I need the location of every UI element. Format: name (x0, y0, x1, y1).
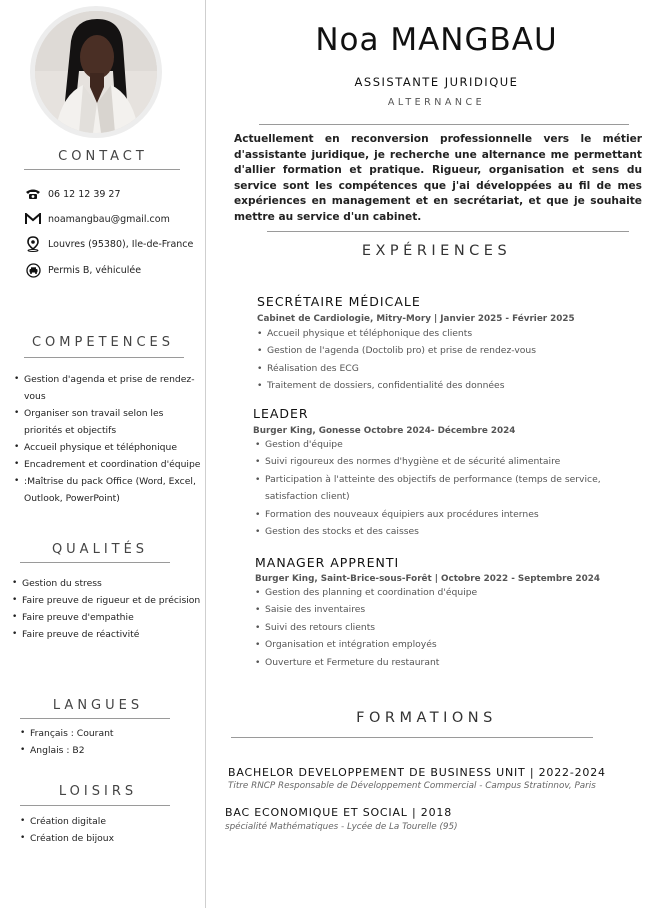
list-item: • Accueil physique et téléphonique des clients (257, 325, 617, 342)
location-text: Louvres (95380), Ile-de-France (48, 238, 194, 250)
job-title: MANAGER APPRENTI (255, 555, 400, 570)
contact-phone (24, 187, 121, 201)
skills-list (14, 371, 202, 507)
phone-number[interactable]: 06 12 12 39 27 (48, 188, 121, 200)
job-company: Cabinet de Cardiologie, Mitry-Mory | Janvier 2025 - Février 2025 (257, 314, 575, 324)
list-item: • Gestion d'équipe (255, 436, 605, 453)
job-title: SECRÉTAIRE MÉDICALE (257, 294, 421, 309)
contact-location (24, 237, 193, 251)
car-icon (24, 263, 42, 277)
list-item: • Suivi des retours clients (255, 619, 615, 636)
contact-email (24, 212, 170, 226)
list-item: • Gestion du stress (12, 575, 204, 592)
list-item: • Accueil physique et téléphonique (14, 439, 202, 456)
divider (20, 562, 170, 563)
list-item: • Saisie des inventaires (255, 601, 615, 618)
job-tasks (255, 436, 605, 540)
list-item: • Réalisation des ECG (257, 360, 617, 377)
qualities-list (12, 575, 204, 643)
list-item: • Ouverture et Fermeture du restaurant (255, 654, 615, 671)
divider (20, 805, 170, 806)
list-item: • Faire preuve de rigueur et de précision (12, 592, 204, 609)
divider (24, 357, 184, 358)
phone-icon (24, 187, 42, 201)
divider (24, 169, 180, 170)
job-tasks (255, 584, 615, 671)
job-company: Burger King, Gonesse Octobre 2024- Décembre 2024 (253, 426, 516, 436)
list-item: • Gestion des planning et coordination d'équipe (255, 584, 615, 601)
skills-heading: COMPETENCES (31, 335, 174, 350)
list-item: • :Maîtrise du pack Office (Word, Excel, Outlook, PowerPoint) (14, 473, 202, 507)
list-item: • Anglais : B2 (20, 742, 200, 759)
list-item: • Participation à l'atteinte des objectifs de performance (temps de service, satisfaction client) (255, 471, 605, 506)
list-item: • Faire preuve de réactivité (12, 626, 204, 643)
hobbies-heading: LOISIRS (58, 784, 138, 799)
profile-photo (35, 11, 157, 133)
list-item: • Encadrement et coordination d'équipe (14, 456, 202, 473)
divider (231, 737, 593, 738)
divider (267, 231, 629, 232)
experiences-heading: EXPÉRIENCES (361, 243, 512, 259)
contact-heading: CONTACT (58, 149, 148, 164)
languages-heading: LANGUES (52, 698, 144, 713)
qualities-heading: QUALITÉS (51, 542, 149, 557)
job-tasks (257, 325, 617, 395)
list-item: • Formation des nouveaux équipiers aux procédures internes (255, 506, 605, 523)
profile-summary: Actuellement en reconversion professionnelle vers le métier d'assistante juridique, je recherche une alternance me permettant d'allier formation et pratique. Rigueur, organisation et sens du service sont les compétences que j'ai développées au fil de mes expériences en management et en secrétariat, et que je souhaite mettre au service d'un cabinet. (234, 133, 642, 223)
avatar (30, 6, 162, 138)
job-target-title: ASSISTANTE JURIDIQUE (354, 75, 519, 89)
gmail-icon (24, 212, 42, 226)
sidebar (0, 0, 206, 908)
education-title: BACHELOR DEVELOPPEMENT DE BUSINESS UNIT | 2022-2024 (228, 766, 606, 779)
list-item: • Création de bijoux (20, 830, 200, 847)
main-content (207, 0, 666, 908)
education-heading: FORMATIONS (356, 710, 497, 726)
list-item: • Gestion des stocks et des caisses (255, 523, 605, 540)
contract-type: ALTERNANCE (387, 97, 486, 108)
list-item: • Traitement de dossiers, confidentialité des données (257, 377, 617, 394)
license-text: Permis B, véhiculée (48, 264, 142, 276)
list-item: • Français : Courant (20, 725, 200, 742)
languages-list (20, 725, 200, 759)
job-title: LEADER (253, 406, 309, 421)
list-item: • Création digitale (20, 813, 200, 830)
list-item: • Gestion de l'agenda (Doctolib pro) et prise de rendez-vous (257, 342, 617, 359)
education-title: BAC ECONOMIQUE ET SOCIAL | 2018 (225, 806, 452, 819)
email-address[interactable]: noamangbau@gmail.com (48, 213, 170, 225)
list-item: • Suivi rigoureux des normes d'hygiène et de sécurité alimentaire (255, 453, 605, 470)
education-detail: spécialité Mathématiques - Lycée de La Tourelle (95) (225, 822, 458, 832)
education-detail: Titre RNCP Responsable de Développement Commercial - Campus Stratinnov, Paris (228, 781, 596, 791)
list-item: • Gestion d'agenda et prise de rendez-vous (14, 371, 202, 405)
contact-license (24, 263, 141, 277)
list-item: • Organiser son travail selon les priorités et objectifs (14, 405, 202, 439)
divider (20, 718, 170, 719)
list-item: • Faire preuve d'empathie (12, 609, 204, 626)
candidate-name: Noa MANGBAU (315, 22, 558, 58)
list-item: • Organisation et intégration employés (255, 636, 615, 653)
hobbies-list (20, 813, 200, 847)
location-pin-icon (24, 237, 42, 251)
divider (259, 124, 629, 125)
job-company: Burger King, Saint-Brice-sous-Forêt | Octobre 2022 - Septembre 2024 (255, 574, 600, 584)
